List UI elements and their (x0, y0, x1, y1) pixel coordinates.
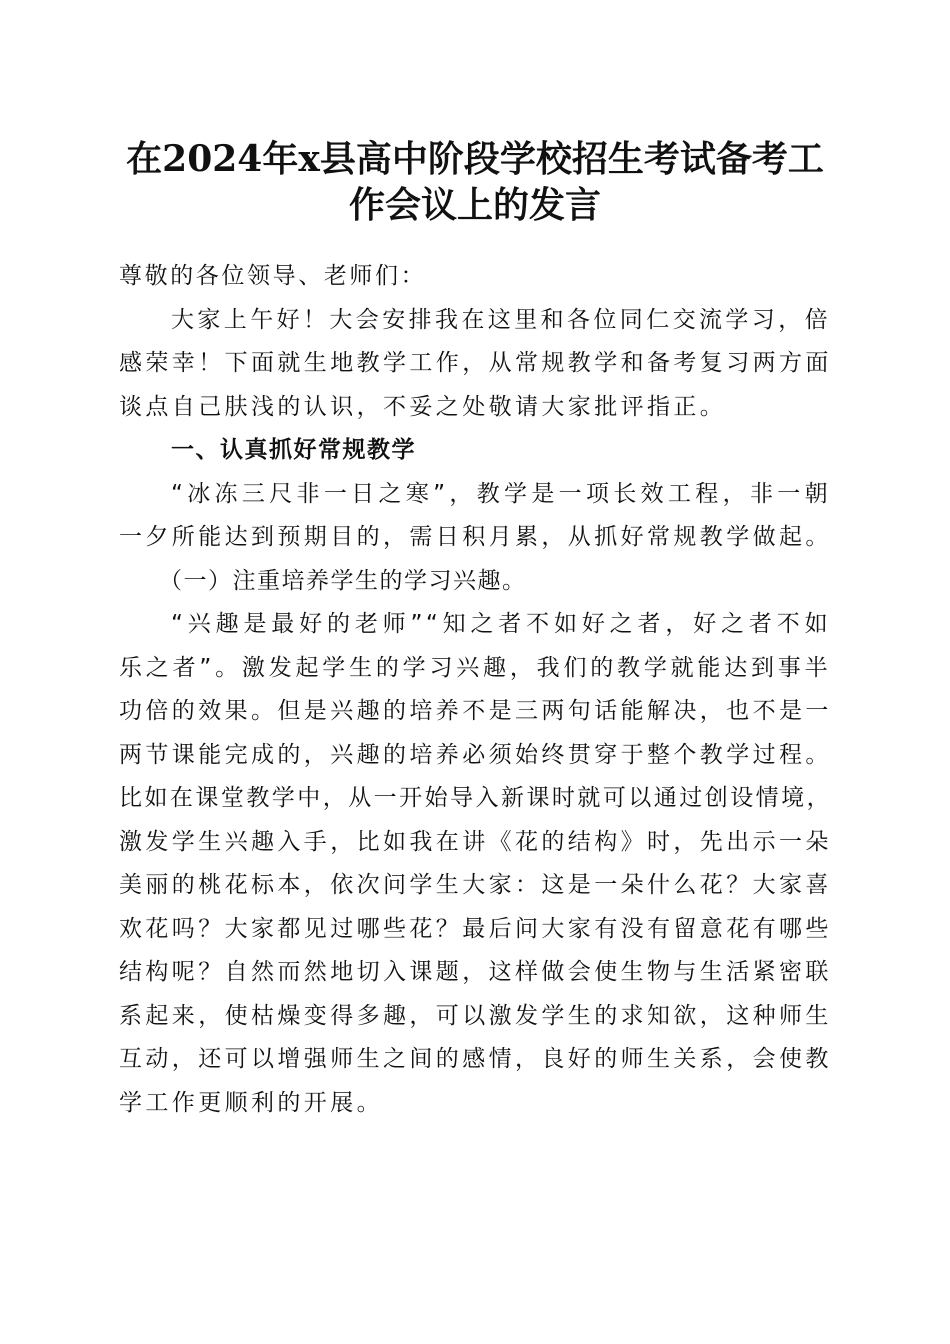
document-title (100, 136, 850, 228)
section-heading-text: 一、认真抓好常规教学 (171, 437, 416, 463)
paragraph-line: 系起来，使枯燥变得多趣，可以激发学生的求知欲，这种师生 (119, 1002, 832, 1029)
paragraph-line: 一夕所能达到预期目的，需日积月累，从抓好常规教学做起。 (119, 524, 832, 550)
section-heading-1 (119, 429, 831, 473)
paragraph-line: 互动，还可以增强师生之间的感情，良好的师生关系，会使教 (119, 1046, 832, 1072)
paragraph-line: 激发学生兴趣入手，比如我在讲《花的结构》时，先出示一朵 (119, 828, 832, 855)
paragraph-line: 功倍的效果。但是兴趣的培养不是三两句话能解决，也不是一 (119, 698, 832, 724)
paragraph-line: 学工作更顺利的开展。 (119, 1089, 383, 1116)
title-line-1: 在2024年x县高中阶段学校招生考试备考工 (126, 138, 824, 180)
paragraph-line: “兴趣是最好的老师”“知之者不如好之者，好之者不如 (171, 611, 831, 637)
paragraph-line: 美丽的桃花标本，依次问学生大家：这是一朵什么花？大家喜 (119, 872, 832, 898)
salutation: 尊敬的各位领导、老师们： (119, 263, 427, 289)
title-line-2: 作会议上的发言 (348, 184, 601, 226)
paragraph-line: 谈点自己肤浅的认识，不妥之处敬请大家批评指正。 (119, 393, 727, 420)
paragraph-line: “冰冻三尺非一日之寒”，教学是一项长效工程，非一朝 (171, 480, 831, 507)
paragraph-opening (119, 299, 831, 430)
paragraph-line: 感荣幸！下面就生地教学工作，从常规教学和备考复习两方面 (119, 350, 832, 376)
document-body (119, 255, 831, 1125)
subsection-heading-1 (119, 560, 831, 604)
paragraph-section-intro (119, 473, 831, 560)
paragraph-line: 乐之者”。激发起学生的学习兴趣，我们的教学就能达到事半 (119, 654, 831, 681)
paragraph-interest (119, 603, 831, 1125)
paragraph-line: 结构呢？自然而然地切入课题，这样做会使生物与生活紧密联 (119, 959, 832, 985)
paragraph-line: 欢花吗？大家都见过哪些花？最后问大家有没有留意花有哪些 (119, 915, 832, 942)
paragraph-line: 比如在课堂教学中，从一开始导入新课时就可以通过创设情境， (119, 785, 831, 811)
paragraph-line: 大家上午好！大会安排我在这里和各位同仁交流学习，倍 (171, 306, 831, 333)
subsection-heading-text: （一）注重培养学生的学习兴趣。 (159, 567, 527, 594)
paragraph-line: 两节课能完成的，兴趣的培养必须始终贯穿于整个教学过程。 (119, 741, 832, 768)
